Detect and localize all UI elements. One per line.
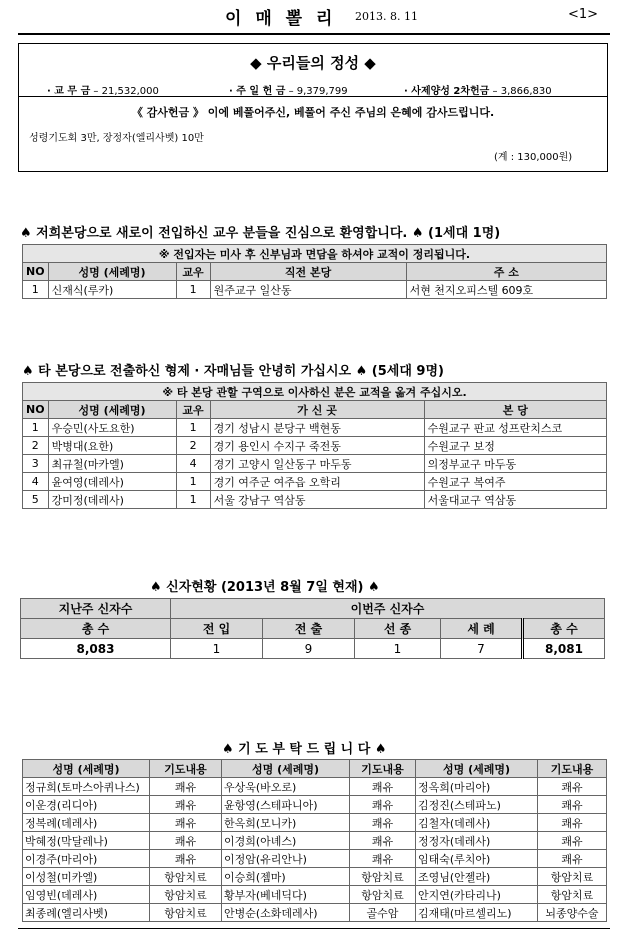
- col-header: 본 당: [424, 401, 606, 419]
- prayer-reason: 항암치료: [150, 904, 222, 922]
- col-header: 성명 (세례명): [48, 263, 176, 281]
- offering-value: – 3,866,830: [492, 86, 552, 97]
- prayer-reason: 쾌유: [150, 778, 222, 796]
- col-header: 선 종: [355, 619, 441, 639]
- col-header: 세 례: [441, 619, 523, 639]
- prayer-reason: 쾌유: [350, 814, 416, 832]
- prayer-reason: 쾌유: [538, 796, 607, 814]
- col-header: 교우: [176, 263, 210, 281]
- col-header: 기도내용: [150, 760, 222, 778]
- prayer-name: 윤항영(스테파니아): [222, 796, 350, 814]
- header-divider: [18, 33, 610, 35]
- col-header: 전 입: [171, 619, 263, 639]
- table-row: [23, 796, 607, 814]
- prayer-name: 이성철(미카엘): [23, 868, 150, 886]
- prayer-reason: 항암치료: [350, 886, 416, 904]
- prayer-name: 김철자(데레사): [416, 814, 538, 832]
- table-header-row: [23, 401, 607, 419]
- offering-label: · 주 일 헌 금: [229, 86, 286, 97]
- cell: 2: [176, 437, 210, 455]
- prayer-title: ♠ 기 도 부 탁 드 립 니 다 ♠: [222, 742, 387, 757]
- cell: 강미정(데레사): [48, 491, 176, 509]
- prayer-reason: 항암치료: [150, 886, 222, 904]
- cell: 경기 고양시 일산동구 마두동: [210, 455, 424, 473]
- col-header: 성명 (세례명): [416, 760, 538, 778]
- prayer-reason: 쾌유: [350, 778, 416, 796]
- prayer-table: [22, 759, 607, 922]
- prayer-name: 정옥희(마리아): [416, 778, 538, 796]
- prayer-reason: 쾌유: [150, 796, 222, 814]
- thanks-line: 《 감사헌금 》 이에 베풀어주신, 베풀어 주신 주님의 은혜에 감사드립니다.: [131, 106, 495, 119]
- thanks-gifts: 성령기도회 3만, 장정자(엘리사벳) 10만: [29, 133, 204, 144]
- table-row: [23, 904, 607, 922]
- prayer-name: 박혜정(막달레나): [23, 832, 150, 850]
- col-header: 기도내용: [350, 760, 416, 778]
- total-label: 총 수: [523, 619, 605, 639]
- offering-title: ◆ 우리들의 정성 ◆: [250, 54, 376, 72]
- prayer-reason: 항암치료: [538, 868, 607, 886]
- baptism-count: 7: [441, 639, 523, 659]
- table-row: [23, 814, 607, 832]
- offering-item-school-fee: [47, 82, 159, 97]
- deceased-count: 1: [355, 639, 441, 659]
- prayer-reason: 쾌유: [150, 814, 222, 832]
- page-number: <1>: [568, 7, 599, 22]
- prayer-reason: 뇌종양수술: [538, 904, 607, 922]
- prayer-reason: 쾌유: [350, 832, 416, 850]
- cell: 1: [23, 281, 49, 299]
- col-header: 기도내용: [538, 760, 607, 778]
- offering-box: [18, 43, 608, 172]
- cell: 4: [23, 473, 49, 491]
- thanks-total: (계 : 130,000원): [494, 152, 573, 163]
- prayer-reason: 쾌유: [350, 796, 416, 814]
- prayer-name: 한옥희(모니카): [222, 814, 350, 832]
- col-header: 전 출: [263, 619, 355, 639]
- cell: 1: [176, 473, 210, 491]
- cell: 원주교구 일산동: [210, 281, 406, 299]
- col-header: 성명 (세례명): [222, 760, 350, 778]
- col-header: 성명 (세례명): [23, 760, 150, 778]
- cell: 경기 여주군 여주읍 오학리: [210, 473, 424, 491]
- farewell-table: [22, 382, 607, 509]
- prayer-reason: 쾌유: [350, 850, 416, 868]
- farewell-notice: ※ 타 본당 관할 구역으로 이사하신 분은 교적을 옮겨 주십시오.: [23, 383, 607, 401]
- table-row: [23, 437, 607, 455]
- cell: 최규철(마카엘): [48, 455, 176, 473]
- last-week-label: 지난주 신자수: [21, 599, 171, 619]
- cell: 3: [23, 455, 49, 473]
- welcome-table: [22, 244, 607, 299]
- prayer-name: 김정진(스테파노): [416, 796, 538, 814]
- prayer-name: 이운경(리디아): [23, 796, 150, 814]
- prayer-name: 조영님(안젤라): [416, 868, 538, 886]
- col-header: 교우: [176, 401, 210, 419]
- table-header-row: [23, 760, 607, 778]
- cell: 2: [23, 437, 49, 455]
- offering-item-sunday: [229, 82, 348, 97]
- cell: 경기 성남시 분당구 백현동: [210, 419, 424, 437]
- prayer-name: 황부자(베네딕다): [222, 886, 350, 904]
- prayer-name: 정규희(토마스아퀴나스): [23, 778, 150, 796]
- col-header: 주 소: [406, 263, 606, 281]
- prayer-reason: 쾌유: [538, 832, 607, 850]
- census-table: [20, 598, 605, 659]
- prayer-name: 임영빈(데레사): [23, 886, 150, 904]
- prayer-name: 최종례(엘리사벳): [23, 904, 150, 922]
- offering-value: – 21,532,000: [93, 86, 159, 97]
- this-week-label: 이번주 신자수: [171, 599, 605, 619]
- prayer-reason: 항암치료: [150, 868, 222, 886]
- cell: 박병대(요한): [48, 437, 176, 455]
- prayer-name: 이경주(마리아): [23, 850, 150, 868]
- prayer-reason: 골수암: [350, 904, 416, 922]
- farewell-title: ♠ 타 본당으로 전출하신 형제 · 자매님들 안녕히 가십시오 ♠ (5세대 9명): [22, 364, 444, 379]
- cell: 1: [176, 281, 210, 299]
- cell: 경기 용인시 수지구 죽전동: [210, 437, 424, 455]
- prayer-name: 이승희(젬마): [222, 868, 350, 886]
- footer-divider: [18, 928, 610, 929]
- prayer-name: 우상욱(바오로): [222, 778, 350, 796]
- cell: 우승민(사도요한): [48, 419, 176, 437]
- bulletin-date: 2013. 8. 11: [355, 10, 418, 23]
- prayer-reason: 항암치료: [538, 886, 607, 904]
- cell: 1: [176, 419, 210, 437]
- offering-item-priest-training: [404, 82, 552, 97]
- last-week-total: 8,083: [21, 639, 171, 659]
- table-row: [23, 850, 607, 868]
- col-header: NO: [23, 263, 49, 281]
- table-row: [23, 832, 607, 850]
- col-header: 직전 본당: [210, 263, 406, 281]
- prayer-reason: 쾌유: [538, 778, 607, 796]
- prayer-name: 안지연(카타리나): [416, 886, 538, 904]
- welcome-notice: ※ 전입자는 미사 후 신부님과 면담을 하셔야 교적이 정리됩니다.: [23, 245, 607, 263]
- cell: 신재식(루카): [48, 281, 176, 299]
- cell: 서울대교구 역삼동: [424, 491, 606, 509]
- prayer-reason: 항암치료: [350, 868, 416, 886]
- cell: 4: [176, 455, 210, 473]
- table-row: [23, 491, 607, 509]
- cell: 의정부교구 마두동: [424, 455, 606, 473]
- table-row: [23, 419, 607, 437]
- prayer-name: 정복례(데레사): [23, 814, 150, 832]
- col-header: NO: [23, 401, 49, 419]
- prayer-name: 임태숙(루치아): [416, 850, 538, 868]
- transfer-in-count: 1: [171, 639, 263, 659]
- prayer-name: 정정자(데레사): [416, 832, 538, 850]
- census-title: ♠ 신자현황 (2013년 8월 7일 현재) ♠: [150, 580, 380, 595]
- welcome-title: ♠ 저희본당으로 새로이 전입하신 교우 분들을 진심으로 환영합니다. ♠ (1세대 1명): [20, 226, 501, 241]
- table-row: [23, 281, 607, 299]
- table-row: [23, 886, 607, 904]
- prayer-reason: 쾌유: [538, 850, 607, 868]
- bulletin-title: 이 매 뽈 리: [225, 9, 337, 29]
- cell: 1: [176, 491, 210, 509]
- total-label: 총 수: [21, 619, 171, 639]
- offering-label: · 교 무 금: [47, 86, 91, 97]
- cell: 5: [23, 491, 49, 509]
- table-row: [23, 455, 607, 473]
- table-row: [23, 778, 607, 796]
- cell: 서현 천지오피스텔 609호: [406, 281, 606, 299]
- transfer-out-count: 9: [263, 639, 355, 659]
- cell: 수원교구 보정: [424, 437, 606, 455]
- offering-label: · 사제양성 2차헌금: [404, 86, 490, 97]
- prayer-name: 이경희(아녜스): [222, 832, 350, 850]
- this-week-total: 8,081: [523, 639, 605, 659]
- table-header-row: [23, 263, 607, 281]
- cell: 윤여영(데레사): [48, 473, 176, 491]
- table-row: [23, 868, 607, 886]
- prayer-name: 김재태(마르셀리노): [416, 904, 538, 922]
- offering-divider: [19, 96, 607, 97]
- cell: 서울 강남구 역삼동: [210, 491, 424, 509]
- prayer-reason: 쾌유: [150, 850, 222, 868]
- cell: 수원교구 복여주: [424, 473, 606, 491]
- prayer-reason: 쾌유: [150, 832, 222, 850]
- prayer-name: 안병순(소화데레사): [222, 904, 350, 922]
- cell: 1: [23, 419, 49, 437]
- cell: 수원교구 판교 성프란치스코: [424, 419, 606, 437]
- offering-value: – 9,379,799: [288, 86, 348, 97]
- col-header: 성명 (세례명): [48, 401, 176, 419]
- prayer-reason: 쾌유: [538, 814, 607, 832]
- table-row: [23, 473, 607, 491]
- prayer-name: 이정암(유리안나): [222, 850, 350, 868]
- col-header: 가 신 곳: [210, 401, 424, 419]
